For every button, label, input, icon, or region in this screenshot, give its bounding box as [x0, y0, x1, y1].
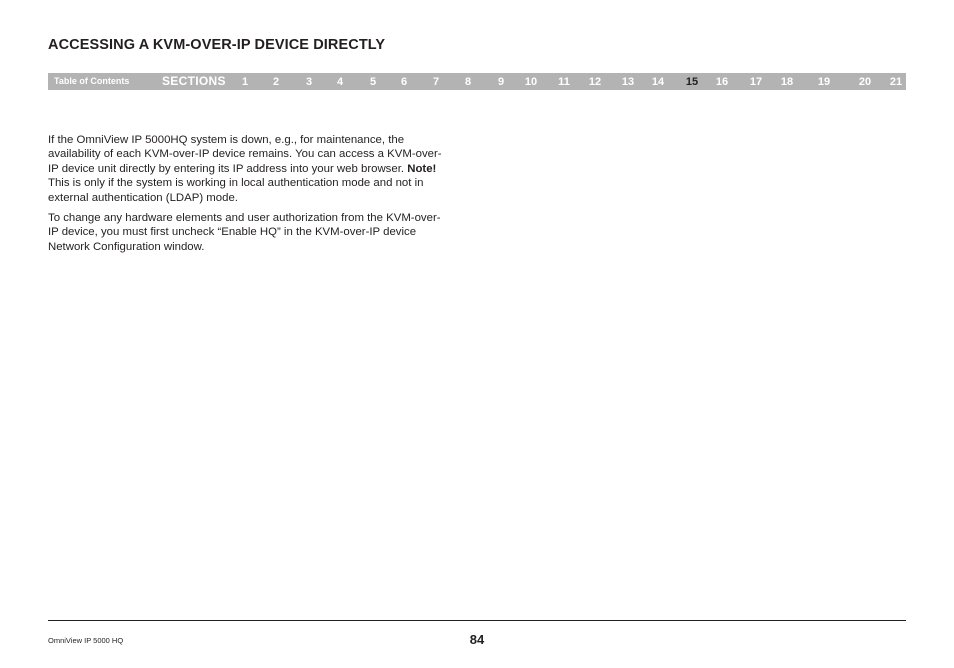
section-link-8[interactable]: 8 [464, 76, 472, 88]
paragraph-direct-access [48, 133, 448, 205]
footer-divider [48, 620, 906, 621]
table-of-contents-link[interactable]: Table of Contents [54, 76, 130, 86]
paragraph-enable-hq: To change any hardware elements and user authorization from the KVM-over-IP device, you must first uncheck “Enable HQ” in the KVM-over-IP device Network Configuration window. [48, 212, 441, 253]
section-link-20[interactable]: 20 [858, 76, 872, 88]
section-link-19[interactable]: 19 [817, 76, 831, 88]
paragraph-direct-access-text: If the OmniView IP 5000HQ system is down, e.g., for maintenance, the availability of each KVM-over-IP device remains. You can access a KVM-over-IP device unit directly by entering its IP address into your web browser. [48, 134, 442, 175]
section-link-3[interactable]: 3 [305, 76, 313, 88]
footer-product-name: OmniView IP 5000 HQ [48, 636, 124, 645]
section-link-2[interactable]: 2 [272, 76, 280, 88]
section-link-11[interactable]: 11 [558, 76, 570, 88]
section-link-7[interactable]: 7 [432, 76, 440, 88]
page-title: ACCESSING A KVM-OVER-IP DEVICE DIRECTLY [48, 37, 386, 53]
section-link-9[interactable]: 9 [497, 76, 505, 88]
page-number: 84 [469, 632, 485, 647]
section-link-21[interactable]: 21 [889, 76, 903, 88]
section-link-5[interactable]: 5 [369, 76, 377, 88]
section-link-17[interactable]: 17 [749, 76, 763, 88]
section-link-16[interactable]: 16 [715, 76, 729, 88]
section-link-14[interactable]: 14 [651, 76, 665, 88]
body-text [48, 133, 448, 260]
note-text: This is only if the system is working in local authentication mode and not in external authentication (LDAP) mode. [48, 177, 424, 204]
section-link-1[interactable]: 1 [241, 76, 249, 88]
note-label: Note! [407, 162, 437, 175]
section-link-6[interactable]: 6 [400, 76, 408, 88]
section-link-4[interactable]: 4 [336, 76, 344, 88]
section-link-15-current[interactable]: 15 [685, 76, 699, 88]
section-link-13[interactable]: 13 [621, 76, 635, 88]
section-link-18[interactable]: 18 [780, 76, 794, 88]
section-nav-bar [48, 73, 906, 90]
sections-label: SECTIONS [162, 74, 226, 88]
section-link-12[interactable]: 12 [588, 76, 602, 88]
section-link-10[interactable]: 10 [524, 76, 538, 88]
